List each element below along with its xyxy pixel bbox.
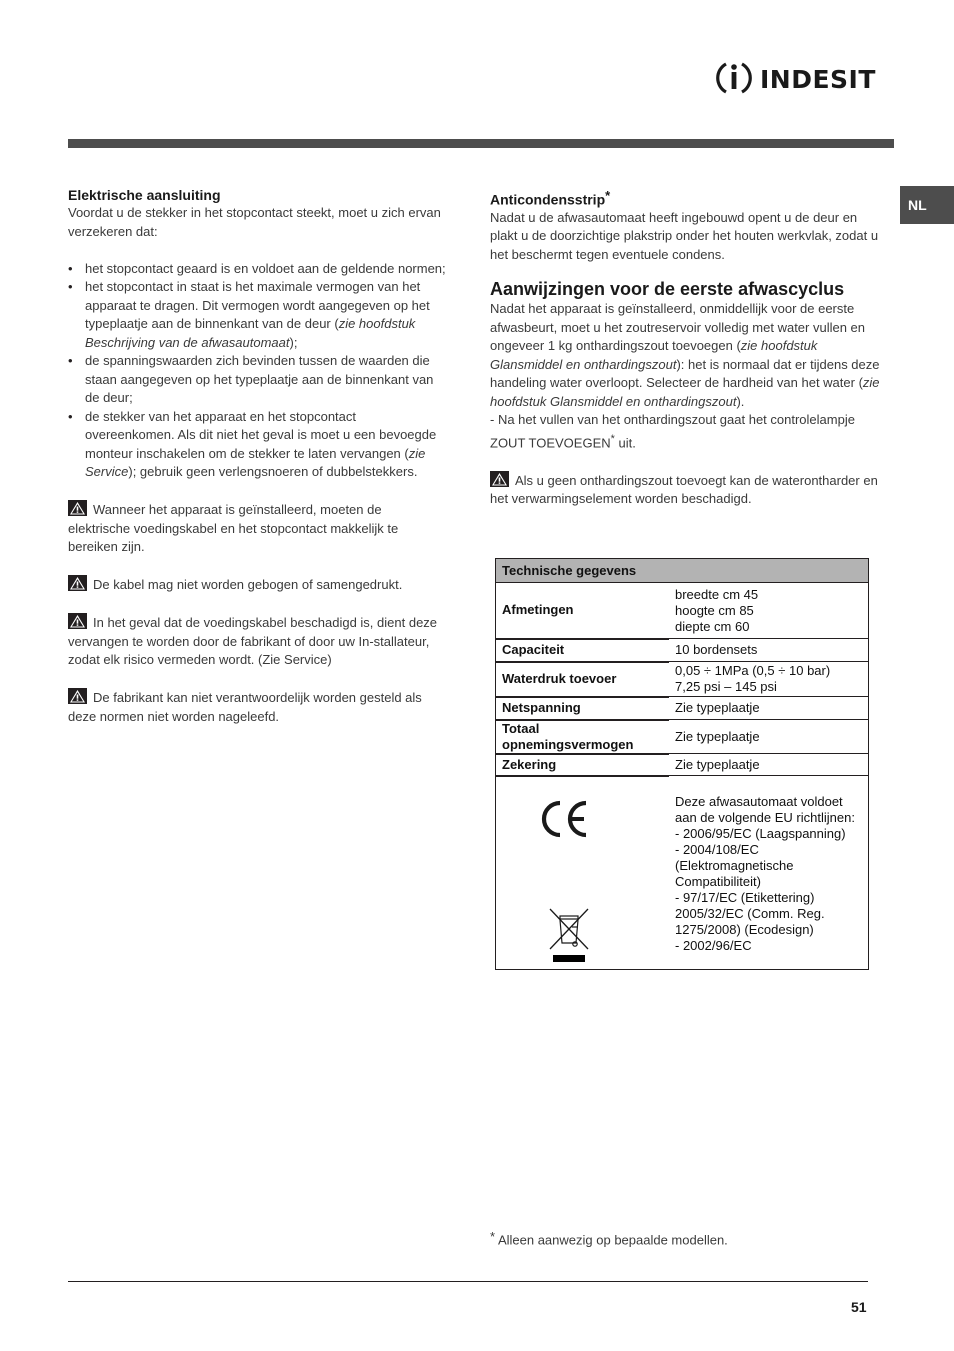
- list-item: • het stopcontact geaard is en voldoet aan de geldende normen;: [68, 260, 446, 279]
- electrical-intro: Voordat u de stekker in het stopcontact steekt, moet u zich ervan verzekeren dat:: [68, 205, 441, 239]
- table-row: Capaciteit 10 bordensets: [496, 639, 869, 662]
- footnote: * Alleen aanwezig op bepaalde modellen.: [490, 1229, 728, 1248]
- table-row: Afmetingen breedte cm 45 hoogte cm 85 diepte cm 60: [496, 583, 869, 639]
- right-column: [490, 186, 880, 509]
- table-row: Netspanning Zie typeplaatje: [496, 697, 869, 720]
- indesit-i-circle-icon: [714, 58, 754, 98]
- brand-name: INDESIT: [760, 64, 876, 94]
- list-item: • de stekker van het apparaat en het stopcontact overeenkomen. Als dit niet het geval is moet u een bevoegde monteur inschakelen om de stekker te laten vervangen (zie Service); gebruik geen verlengsnoeren of dubbelstekkers.: [68, 408, 446, 482]
- section-heading-electrical: Elektrische aansluiting: [68, 187, 221, 203]
- warning-triangle-icon: [68, 500, 87, 516]
- list-item: • het stopcontact in staat is het maximale vermogen van het apparaat te dragen. Dit vermogen wordt aangegeven op het typeplaatje aan de binnenkant van de deur (zie hoofdstuk Beschrijving van de afwasautomaat);: [68, 278, 446, 352]
- compliance-text: Deze afwasautomaat voldoet aan de volgende EU richtlijnen: - 2006/95/EC (Laagspanning) - 2004/108/EC (Elektromagnetische Compatibiliteit) - 97/17/EC (Etikettering) 2005/32/EC (Comm. Reg. 1275/2008) (Ecodesign) - 2002/96/EC: [675, 794, 855, 953]
- section-heading-first-cycle: Aanwijzingen voor de eerste afwascyclus: [490, 279, 845, 300]
- warning-triangle-icon: [68, 575, 87, 591]
- left-column: [68, 186, 446, 726]
- list-item: • de spanningswaarden zich bevinden tussen de waarden die staan aangegeven op het typeplaatje aan de binnenkant van de deur;: [68, 352, 446, 408]
- table-header-row: [496, 559, 869, 583]
- weee-crossed-bin-icon: [548, 907, 590, 965]
- table-row: Waterdruk toevoer 0,05 ÷ 1MPa (0,5 ÷ 10 bar) 7,25 psi – 145 psi: [496, 662, 869, 697]
- page-number: 51: [851, 1299, 867, 1315]
- footer-divider: [68, 1281, 868, 1282]
- language-tab: NL: [900, 186, 954, 224]
- technical-data-table: [495, 558, 869, 970]
- anticondens-text: Nadat u de afwasautomaat heeft ingebouwd opent u de deur en plakt u de doorzichtige plakstrip onder het houten werkvlak, zodat u het beschermt tegen eventuele condens.: [490, 209, 879, 262]
- table-title: Technische gegevens: [496, 559, 869, 583]
- warning-note: Als u geen onthardingszout toevoegt kan de waterontharder en het verwarmingselement worden beschadigd.: [490, 472, 878, 507]
- first-cycle-text: Nadat het apparaat is geïnstalleerd, onmiddellijk voor de eerste afwasbeurt, moet u het zoutreservoir volledig met water vullen en ongeveer 1 kg onthardingszout toevoegen (zie hoofdstuk Glansmiddel en onthardingszout): het is normaal dat er tijdens deze handeling water overloopt. Selecteer de hardheid van het water (zie hoofdstuk Glansmiddel en onthardingszout).: [490, 301, 880, 409]
- warning-triangle-icon: [490, 471, 509, 487]
- indesit-logo: [714, 58, 876, 98]
- warning-note: De kabel mag niet worden gebogen of samengedrukt.: [68, 575, 446, 595]
- header-bar: [68, 139, 894, 148]
- warning-note: De fabrikant kan niet verantwoordelijk worden gesteld als deze normen niet worden nageleefd.: [68, 690, 422, 724]
- table-row: Totaal opnemingsvermogen Zie typeplaatje: [496, 720, 869, 754]
- table-row: Zekering Zie typeplaatje: [496, 754, 869, 776]
- first-cycle-salt-lamp: - Na het vullen van het onthardingszout gaat het controlelampje ZOUT TOEVOEGEN* uit.: [490, 412, 855, 450]
- warning-note: Wanneer het apparaat is geïnstalleerd, moeten de elektrische voedingskabel en het stopcontact makkelijk te bereiken zijn.: [68, 502, 399, 554]
- electrical-checklist: [68, 260, 446, 482]
- compliance-row: [496, 776, 869, 970]
- warning-note: In het geval dat de voedingskabel beschadigd is, dient deze vervangen te worden door de fabrikant of door uw In-stallateur, zodat elk risico vermeden wordt. (Zie Service): [68, 615, 438, 667]
- ce-mark-icon: [540, 799, 590, 839]
- warning-triangle-icon: [68, 688, 87, 704]
- warning-triangle-icon: [68, 613, 87, 629]
- section-heading-anticondens: Anticondensstrip*: [490, 188, 611, 208]
